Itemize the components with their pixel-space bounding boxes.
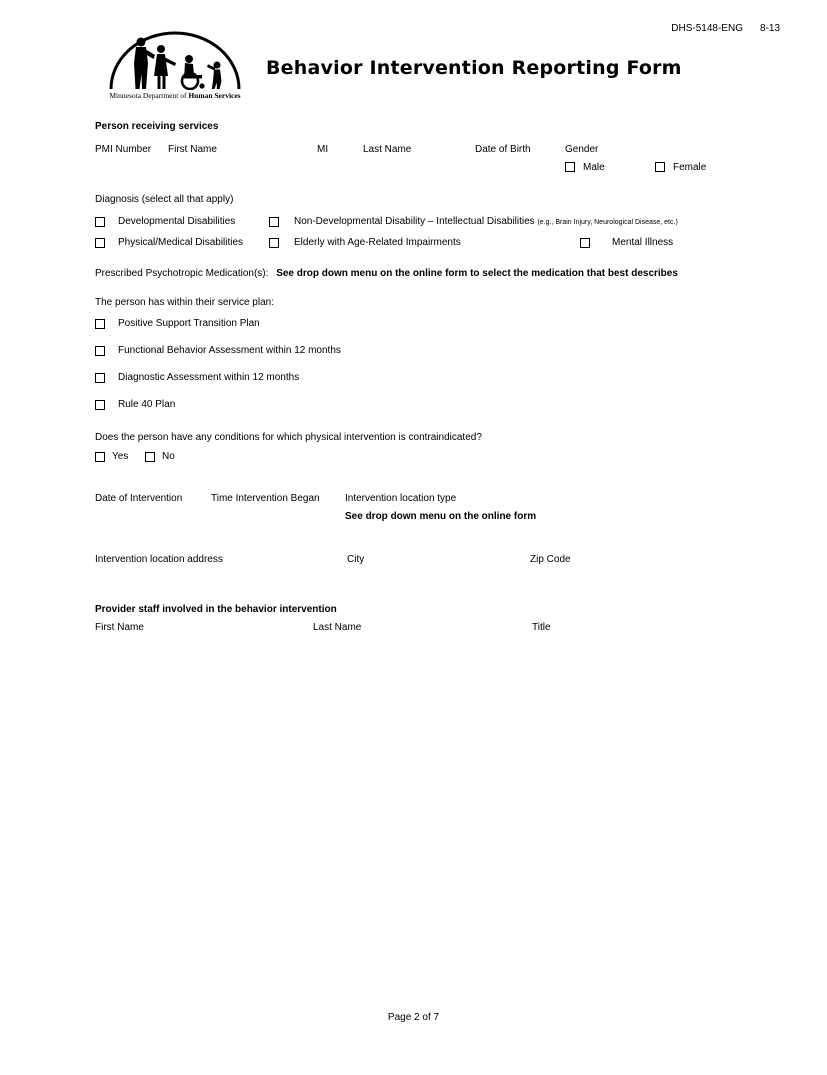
rule-40-plan-label: Rule 40 Plan [118,399,176,410]
contraindication-question: Does the person have any conditions for which physical intervention is contraindicated? [95,432,482,443]
diagnosis-label: Diagnosis (select all that apply) [95,194,234,205]
elderly-impairments-checkbox[interactable] [269,238,279,248]
service-plan-label: The person has within their service plan: [95,297,274,308]
non-developmental-disability-label [294,216,678,229]
logo-caption [105,91,245,100]
time-intervention-began-label: Time Intervention Began [211,493,320,504]
female-checkbox[interactable] [655,162,665,172]
functional-behavior-assessment-label: Functional Behavior Assessment within 12 months [118,345,341,356]
first-name-label: First Name [168,144,217,155]
physical-medical-disabilities-checkbox[interactable] [95,238,105,248]
provider-last-name-label: Last Name [313,622,362,633]
provider-first-name-label: First Name [95,622,144,633]
page-indicator: Page 2 of 7 [387,1012,440,1023]
contraindication-no-checkbox[interactable] [145,452,155,462]
non-developmental-disability-text: Non-Developmental Disability – Intellectual Disabilities [294,216,535,227]
positive-support-transition-plan-label: Positive Support Transition Plan [118,318,260,329]
developmental-disabilities-label: Developmental Disabilities [118,216,236,227]
medication-label: Prescribed Psychotropic Medication(s): [95,268,269,279]
non-developmental-disability-checkbox[interactable] [269,217,279,227]
provider-section-heading: Provider staff involved in the behavior intervention [95,604,337,615]
mental-illness-checkbox[interactable] [580,238,590,248]
person-section-heading: Person receiving services [95,121,219,132]
medication-instruction: See drop down menu on the online form to select the medication that best describes [276,268,678,279]
location-type-instruction: See drop down menu on the online form [345,511,537,522]
contraindication-no-label: No [162,451,175,462]
elderly-impairments-label: Elderly with Age-Related Impairments [294,237,461,248]
page-title: Behavior Intervention Reporting Form [266,57,682,79]
city-label: City [347,554,365,565]
male-label: Male [583,162,605,173]
logo-caption-prefix: Minnesota Department of [109,91,187,100]
provider-title-label: Title [532,622,551,633]
contraindication-yes-checkbox[interactable] [95,452,105,462]
developmental-disabilities-checkbox[interactable] [95,217,105,227]
positive-support-transition-plan-checkbox[interactable] [95,319,105,329]
physical-medical-disabilities-label: Physical/Medical Disabilities [118,237,244,248]
last-name-label: Last Name [363,144,412,155]
intervention-location-address-label: Intervention location address [95,554,223,565]
revision-date: 8-13 [759,23,780,34]
date-of-birth-label: Date of Birth [475,144,531,155]
diagnostic-assessment-label: Diagnostic Assessment within 12 months [118,372,300,383]
contraindication-yes-label: Yes [112,451,129,462]
form-number: DHS-5148-ENG [671,23,743,34]
mi-label: MI [317,144,329,155]
male-checkbox[interactable] [565,162,575,172]
zip-code-label: Zip Code [530,554,571,565]
dhs-logo-icon [105,30,245,90]
female-label: Female [673,162,707,173]
gender-label: Gender [565,144,599,155]
intervention-location-type-label: Intervention location type [345,493,457,504]
functional-behavior-assessment-checkbox[interactable] [95,346,105,356]
dhs-logo [105,30,245,100]
medication-line [95,268,678,280]
logo-caption-bold: Human Services [188,91,241,100]
non-developmental-disability-note: (e.g., Brain Injury, Neurological Disease, etc.) [537,219,678,226]
form-number-block [671,23,780,34]
pmi-number-label: PMI Number [95,144,152,155]
diagnostic-assessment-checkbox[interactable] [95,373,105,383]
mental-illness-label: Mental Illness [612,237,674,248]
rule-40-plan-checkbox[interactable] [95,400,105,410]
date-of-intervention-label: Date of Intervention [95,493,183,504]
